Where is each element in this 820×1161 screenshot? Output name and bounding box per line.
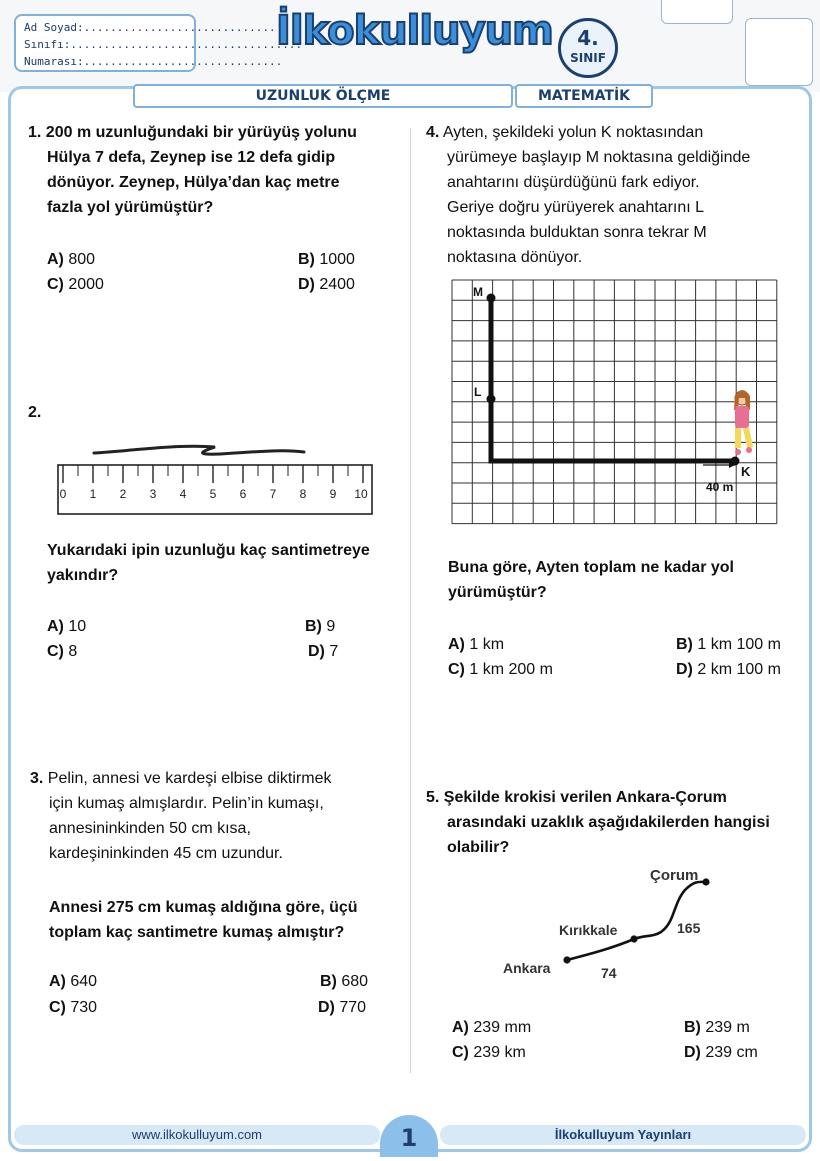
option-value: 9 [326, 618, 336, 635]
q4-option-d[interactable] [676, 657, 781, 682]
label-l: L [474, 385, 482, 399]
question-5-line: Şekilde krokisi verilen Ankara-Çorum [443, 789, 727, 806]
option-value: 800 [68, 251, 96, 268]
ruler-label: 3 [149, 487, 157, 501]
ruler-label: 0 [59, 487, 67, 501]
option-key: A) [47, 251, 64, 268]
label-distance-165: 165 [677, 920, 701, 936]
subject-tab: MATEMATİK [515, 84, 653, 108]
option-value: 640 [70, 973, 98, 990]
option-key: C) [452, 1044, 469, 1061]
option-value: 10 [68, 618, 87, 635]
q5-option-d[interactable] [684, 1040, 758, 1065]
question-3-line: kardeşininkinden 45 cm uzundur. [49, 845, 283, 862]
string [94, 446, 304, 454]
question-4-prompt [448, 555, 808, 605]
q1-option-b[interactable] [298, 247, 355, 272]
option-value: 2400 [319, 276, 355, 293]
option-key: D) [318, 999, 335, 1016]
q1-option-d[interactable] [298, 272, 355, 297]
prompt-line: toplam kaç santimetre kumaş almıştır? [49, 924, 345, 941]
question-1-line: fazla yol yürümüştür? [47, 199, 214, 216]
option-value: 1000 [319, 251, 355, 268]
option-key: D) [298, 276, 315, 293]
ruler-label: 2 [119, 487, 127, 501]
q2-option-d[interactable] [308, 639, 338, 664]
q3-option-c[interactable] [49, 995, 97, 1020]
option-key: C) [49, 999, 66, 1016]
student-info-box [14, 14, 303, 72]
topic-tab: UZUNLUK ÖLÇME [133, 84, 513, 108]
question-4-line: Geriye doğru yürüyerek anahtarını L [447, 199, 705, 216]
option-key: A) [47, 618, 64, 635]
grade-number: 4. [577, 26, 599, 50]
ruler-label: 9 [329, 487, 337, 501]
q5-option-b[interactable] [684, 1015, 750, 1040]
question-3-text [30, 766, 400, 866]
option-value: 239 km [473, 1044, 526, 1061]
ruler-label: 5 [209, 487, 217, 501]
point-m [487, 294, 496, 303]
q2-option-c[interactable] [47, 639, 77, 664]
footer-publisher: İlkokulluyum Yayınları [440, 1125, 806, 1145]
question-5-line: arasındaki uzaklık aşağıdakilerden hangisi [447, 814, 770, 831]
question-5-text [426, 785, 816, 860]
option-value: 1 km 100 m [697, 636, 781, 653]
scale-label: 40 m [706, 480, 734, 494]
prompt-line: yakındır? [47, 567, 119, 584]
question-1-line: Hülya 7 defa, Zeynep ise 12 defa gidip [47, 149, 336, 166]
option-key: C) [47, 276, 64, 293]
question-4-text [426, 120, 816, 270]
column-divider [410, 128, 411, 1073]
city-corum [702, 878, 709, 885]
q4-option-b[interactable] [676, 632, 781, 657]
question-4-line: anahtarını düşürdüğünü fark ediyor. [447, 174, 700, 191]
question-5-line: olabilir? [447, 839, 510, 856]
question-5-number: 5. [426, 789, 440, 806]
option-value: 770 [339, 999, 367, 1016]
q1-option-c[interactable] [47, 272, 104, 297]
grade-word: SINIF [570, 51, 606, 65]
label-ankara: Ankara [503, 960, 551, 976]
option-value: 2 km 100 m [697, 661, 781, 678]
option-value: 730 [70, 999, 98, 1016]
option-value: 239 cm [705, 1044, 758, 1061]
option-value: 239 m [705, 1019, 750, 1036]
label-kirikkale: Kırıkkale [559, 922, 618, 938]
prompt-line: Buna göre, Ayten toplam ne kadar yol [448, 559, 734, 576]
city-kirikkale [630, 935, 637, 942]
footer-website[interactable]: www.ilkokulluyum.com [14, 1125, 380, 1145]
q4-option-a[interactable] [448, 632, 504, 657]
name-field[interactable]: Ad Soyad:............................. [24, 21, 276, 34]
logo: İlkokulluyum [276, 8, 553, 54]
question-4-line: noktasında bulduktan sonra tekrar M [447, 224, 707, 241]
option-key: D) [684, 1044, 701, 1061]
option-value: 2000 [68, 276, 104, 293]
route-map-figure [495, 860, 725, 985]
question-4-line: noktasına dönüyor. [447, 249, 583, 266]
option-key: D) [308, 643, 325, 660]
option-value: 7 [329, 643, 339, 660]
question-3-line: için kumaş almışlardır. Pelin’in kumaşı, [49, 795, 324, 812]
question-1-number: 1. [28, 124, 42, 141]
walking-path [491, 298, 735, 461]
option-key: B) [298, 251, 315, 268]
question-3-line: annesininkinden 50 cm kısa, [49, 820, 251, 837]
option-key: A) [452, 1019, 469, 1036]
q5-option-c[interactable] [452, 1040, 526, 1065]
label-m: M [473, 285, 483, 299]
label-distance-74: 74 [601, 965, 617, 981]
number-field[interactable]: Numarası:.............................. [24, 55, 283, 68]
question-3-prompt [49, 895, 409, 945]
ruler-label: 1 [89, 487, 97, 501]
q2-option-a[interactable] [47, 614, 86, 639]
option-key: B) [305, 618, 322, 635]
question-1-line: 200 m uzunluğundaki bir yürüyüş yolunu [45, 124, 357, 141]
label-k: K [741, 464, 751, 479]
option-value: 1 km 200 m [469, 661, 553, 678]
q2-option-b[interactable] [305, 614, 335, 639]
q3-option-b[interactable] [320, 969, 368, 994]
ruler-label: 10 [354, 487, 368, 501]
ruler-label: 4 [179, 487, 187, 501]
ruler-label: 8 [299, 487, 307, 501]
option-key: A) [49, 973, 66, 990]
option-key: C) [47, 643, 64, 660]
ruler-figure [50, 436, 380, 520]
point-l [487, 395, 496, 404]
option-value: 239 mm [473, 1019, 532, 1036]
option-key: A) [448, 636, 465, 653]
q3-option-a[interactable] [49, 969, 97, 994]
q3-option-d[interactable] [318, 995, 366, 1020]
option-key: D) [676, 661, 693, 678]
question-3-line: Pelin, annesi ve kardeşi elbise diktirmek [47, 770, 332, 787]
option-key: B) [676, 636, 693, 653]
path-grid-figure [452, 280, 778, 525]
question-4-line: Ayten, şekildeki yolun K noktasından [442, 124, 704, 141]
ruler-label: 7 [269, 487, 277, 501]
q4-option-c[interactable] [448, 657, 553, 682]
option-key: B) [320, 973, 337, 990]
city-ankara [563, 956, 570, 963]
question-2-prompt [47, 538, 407, 588]
question-1-line: dönüyor. Zeynep, Hülya’dan kaç metre [47, 174, 340, 191]
corner-box-small [661, 0, 733, 24]
option-key: B) [684, 1019, 701, 1036]
option-value: 680 [341, 973, 369, 990]
page-number: 1 [380, 1115, 438, 1157]
question-4-number: 4. [426, 124, 440, 141]
question-1-text [28, 120, 398, 220]
q1-option-a[interactable] [47, 247, 95, 272]
prompt-line: Annesi 275 cm kumaş aldığına göre, üçü [49, 899, 358, 916]
option-value: 8 [68, 643, 78, 660]
class-field[interactable]: Sınıfı:................................... [24, 38, 303, 51]
option-key: C) [448, 661, 465, 678]
question-3-number: 3. [30, 770, 44, 787]
question-2-number: 2. [28, 404, 42, 421]
q5-option-a[interactable] [452, 1015, 531, 1040]
question-4-line: yürümeye başlayıp M noktasına geldiğinde [447, 149, 751, 166]
prompt-line: yürümüştür? [448, 584, 547, 601]
label-corum: Çorum [650, 867, 699, 884]
prompt-line: Yukarıdaki ipin uzunluğu kaç santimetreye [47, 542, 370, 559]
corner-box-large [745, 18, 813, 86]
option-value: 1 km [469, 636, 505, 653]
ruler-label: 6 [239, 487, 247, 501]
grade-badge [558, 18, 618, 78]
